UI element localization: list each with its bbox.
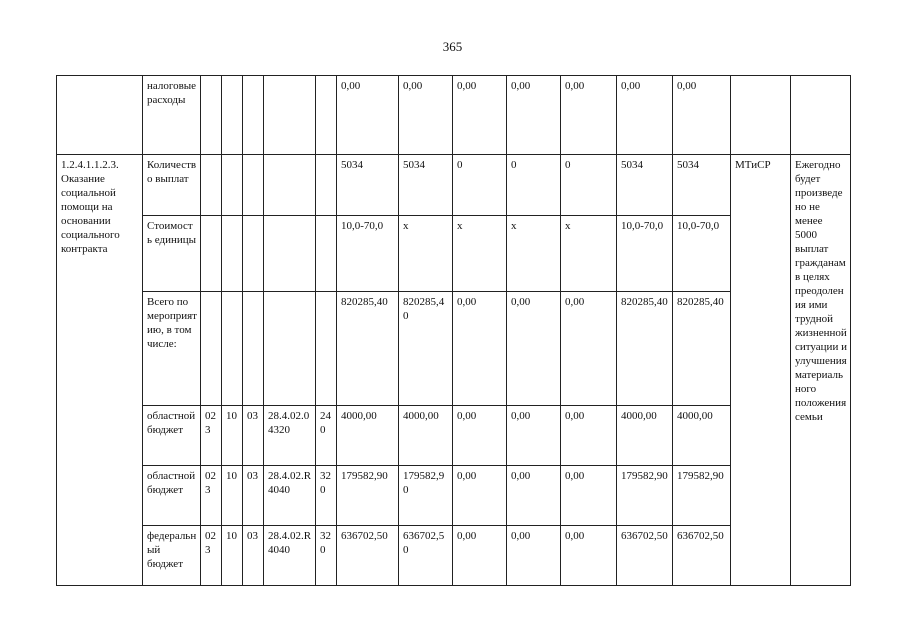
value-cell: 0,00 [507,466,561,526]
code-pr: 03 [243,406,264,466]
expected-result: Ежегодно будет произведено не менее 5000 выплат гражданам в целях преодоления ими трудной жизненной ситуации и улучшения материального положения семьи [791,155,851,586]
value-cell: х [561,216,617,292]
code-grbs [201,216,222,292]
value-cell: х [453,216,507,292]
code-pr: 03 [243,526,264,586]
value-cell: 10,0-70,0 [337,216,399,292]
value-cell: 820285,40 [399,292,453,406]
value-cell: 4000,00 [673,406,731,466]
value-cell: 0,00 [507,526,561,586]
code-rz [222,292,243,406]
value-cell: 4000,00 [399,406,453,466]
value-cell: 179582,90 [399,466,453,526]
code-vr: 320 [316,526,337,586]
event-cell-empty [57,76,143,155]
value-cell: 636702,50 [399,526,453,586]
code-csr: 28.4.02.R4040 [264,526,316,586]
value-cell: 636702,50 [337,526,399,586]
code-vr: 240 [316,406,337,466]
code-rz: 10 [222,526,243,586]
code-pr [243,292,264,406]
value-cell: 5034 [673,155,731,216]
value-cell: 0,00 [507,406,561,466]
table-row [57,76,851,155]
value-cell: 0,00 [561,76,617,155]
code-vr [316,216,337,292]
code-pr [243,216,264,292]
value-cell: 0,00 [399,76,453,155]
budget-table [56,75,851,586]
code-vr [316,292,337,406]
value-cell: 636702,50 [673,526,731,586]
value-cell: 0 [507,155,561,216]
code-pr [243,76,264,155]
row-label: Всего по мероприятию, в том числе: [143,292,201,406]
result-cell-empty [791,76,851,155]
code-vr [316,155,337,216]
code-csr [264,155,316,216]
value-cell: х [399,216,453,292]
code-rz: 10 [222,466,243,526]
value-cell: 10,0-70,0 [673,216,731,292]
ministry: МТиСР [731,155,791,586]
code-vr [316,76,337,155]
ministry-cell-empty [731,76,791,155]
value-cell: 0,00 [561,406,617,466]
value-cell: 0,00 [561,292,617,406]
value-cell: х [507,216,561,292]
value-cell: 0,00 [453,292,507,406]
row-label: областной бюджет [143,406,201,466]
row-label: налоговые расходы [143,76,201,155]
row-label: областной бюджет [143,466,201,526]
value-cell: 0,00 [617,76,673,155]
value-cell: 10,0-70,0 [617,216,673,292]
code-grbs: 023 [201,526,222,586]
value-cell: 0,00 [561,466,617,526]
value-cell: 0,00 [561,526,617,586]
value-cell: 0 [453,155,507,216]
code-vr: 320 [316,466,337,526]
value-cell: 0,00 [337,76,399,155]
code-rz [222,76,243,155]
code-csr: 28.4.02.R4040 [264,466,316,526]
code-csr [264,292,316,406]
code-rz [222,216,243,292]
value-cell: 0,00 [453,526,507,586]
value-cell: 179582,90 [673,466,731,526]
value-cell: 0 [561,155,617,216]
value-cell: 0,00 [673,76,731,155]
value-cell: 5034 [617,155,673,216]
table-row [57,155,851,216]
code-grbs [201,76,222,155]
page-number: 365 [442,39,463,54]
code-grbs [201,292,222,406]
value-cell: 0,00 [507,76,561,155]
value-cell: 4000,00 [337,406,399,466]
value-cell: 636702,50 [617,526,673,586]
row-label: Стоимость единицы [143,216,201,292]
code-csr [264,216,316,292]
row-label: Количество выплат [143,155,201,216]
code-rz: 10 [222,406,243,466]
code-rz [222,155,243,216]
code-grbs: 023 [201,406,222,466]
event-title: 1.2.4.1.1.2.3. Оказание социальной помощи на основании социального контракта [57,155,143,586]
value-cell: 820285,40 [673,292,731,406]
value-cell: 0,00 [453,466,507,526]
value-cell: 820285,40 [337,292,399,406]
value-cell: 0,00 [507,292,561,406]
code-grbs: 023 [201,466,222,526]
code-pr: 03 [243,466,264,526]
code-csr [264,76,316,155]
value-cell: 0,00 [453,406,507,466]
value-cell: 5034 [399,155,453,216]
row-label: федеральный бюджет [143,526,201,586]
code-csr: 28.4.02.04320 [264,406,316,466]
value-cell: 179582,90 [617,466,673,526]
value-cell: 4000,00 [617,406,673,466]
value-cell: 5034 [337,155,399,216]
code-pr [243,155,264,216]
value-cell: 0,00 [453,76,507,155]
code-grbs [201,155,222,216]
value-cell: 179582,90 [337,466,399,526]
value-cell: 820285,40 [617,292,673,406]
